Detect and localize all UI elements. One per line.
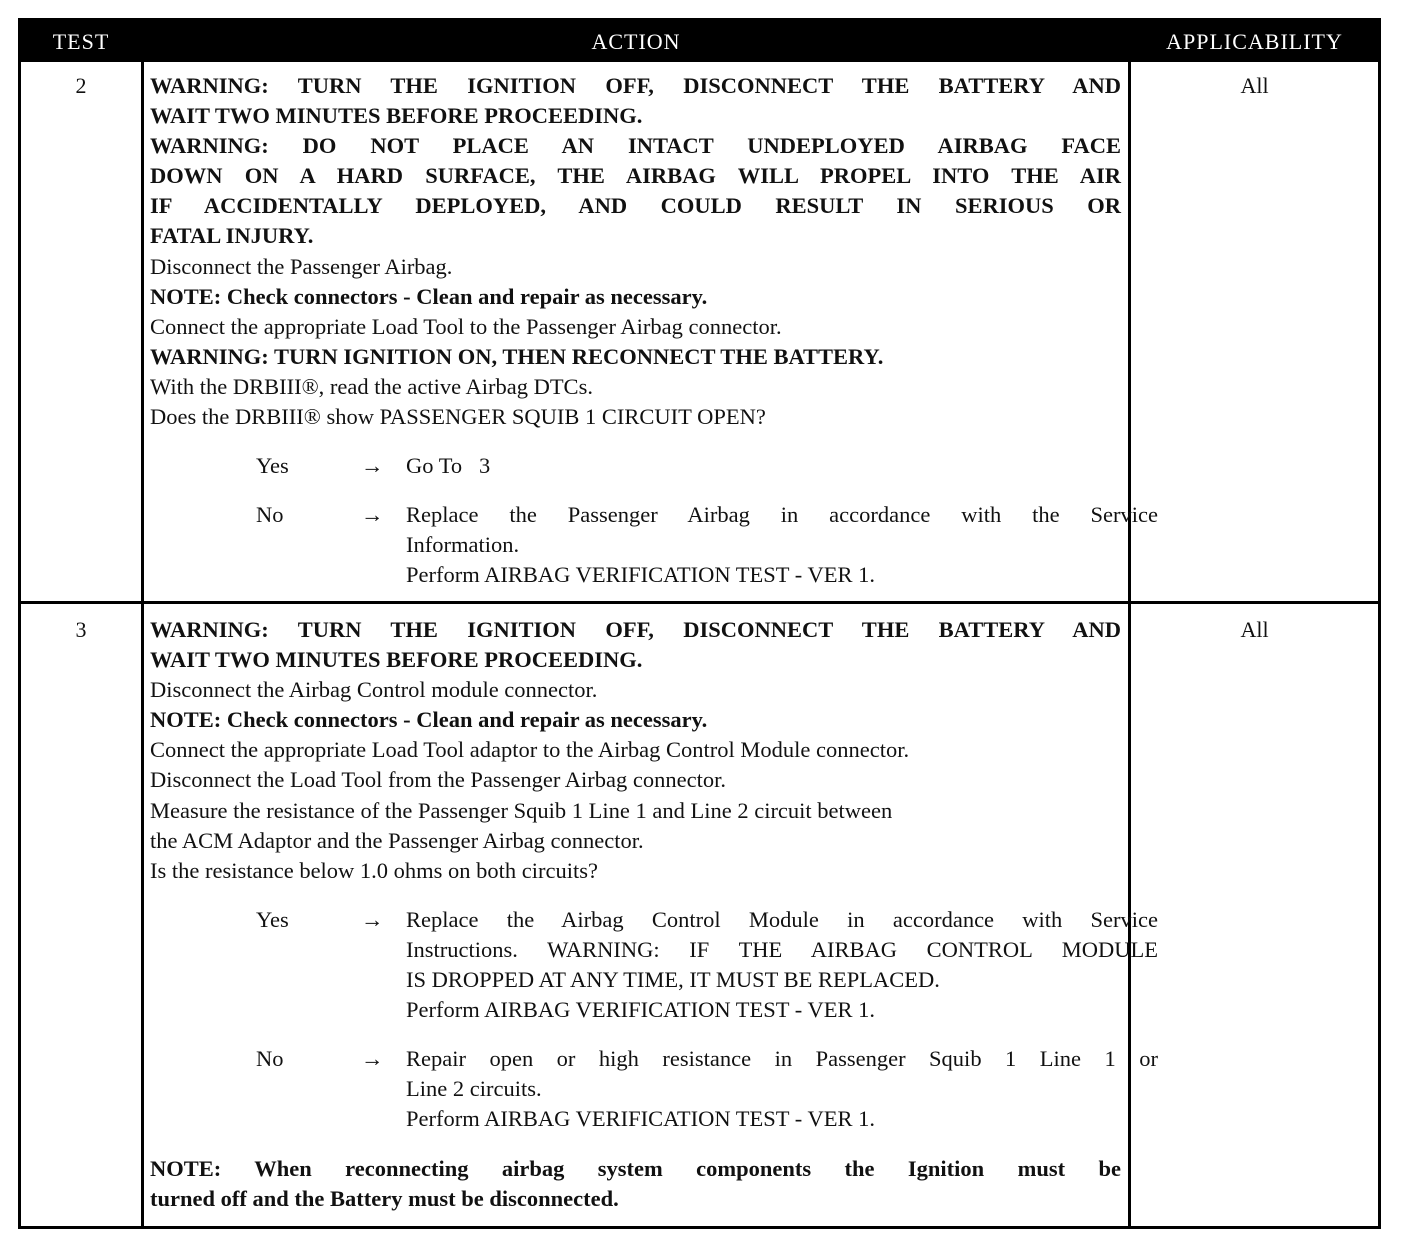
test-number: 3 (75, 617, 87, 642)
applicability-value: All (1240, 73, 1269, 98)
instruction-line: With the DRBIII®, read the active Airbag DTCs. (150, 373, 593, 399)
column-divider (141, 62, 144, 1226)
answer-text: Line 2 circuits. (406, 1076, 542, 1102)
instruction-line: Disconnect the Load Tool from the Passenger Airbag connector. (150, 767, 726, 793)
warning-line: WARNING: DO NOT PLACE AN INTACT UNDEPLOYED AIRBAG FACE (150, 133, 1121, 159)
answer-yes (150, 451, 1121, 481)
arrow-right-icon: → (361, 502, 384, 528)
answer-text: Instructions. WARNING: IF THE AIRBAG CONTROL MODULE (406, 936, 1158, 962)
warning-line: WARNING: TURN IGNITION ON, THEN RECONNECT THE BATTERY. (150, 343, 884, 369)
answer-text: Information. (406, 532, 520, 558)
diagnostic-table (18, 18, 1381, 1229)
note-line: turned off and the Battery must be disconnected. (150, 1185, 619, 1211)
header-action: ACTION (591, 29, 681, 54)
header-test: TEST (52, 29, 110, 54)
answer-text: Perform AIRBAG VERIFICATION TEST - VER 1. (406, 1106, 875, 1132)
row-divider (21, 601, 1378, 604)
answer-text: Replace the Passenger Airbag in accordance with the Service (406, 502, 1158, 528)
instruction-line: Disconnect the Airbag Control module connector. (150, 677, 598, 703)
header-applicability: APPLICABILITY (1166, 29, 1343, 54)
note-line: NOTE: Check connectors - Clean and repair as necessary. (150, 283, 708, 309)
warning-line: WARNING: TURN THE IGNITION OFF, DISCONNECT THE BATTERY AND (150, 617, 1121, 642)
arrow-right-icon: → (361, 453, 384, 479)
answer-text: Repair open or high resistance in Passenger Squib 1 Line 1 or (406, 1046, 1158, 1072)
instruction-line: Measure the resistance of the Passenger Squib 1 Line 1 and Line 2 circuit between (150, 797, 893, 823)
answer-text: Replace the Airbag Control Module in accordance with Service (406, 906, 1158, 932)
arrow-right-icon: → (361, 1046, 384, 1072)
warning-line: WAIT TWO MINUTES BEFORE PROCEEDING. (150, 647, 643, 673)
table-header (21, 21, 1378, 62)
instruction-line: the ACM Adaptor and the Passenger Airbag connector. (150, 827, 644, 853)
instruction-line: Disconnect the Passenger Airbag. (150, 253, 453, 279)
warning-line: WAIT TWO MINUTES BEFORE PROCEEDING. (150, 103, 643, 129)
answer-text: IS DROPPED AT ANY TIME, IT MUST BE REPLACED. (406, 967, 940, 993)
instruction-line: Connect the appropriate Load Tool adaptor to the Airbag Control Module connector. (150, 737, 910, 763)
answer-label: No (256, 502, 284, 528)
note-line: NOTE: Check connectors - Clean and repair as necessary. (150, 707, 708, 733)
answer-text: Perform AIRBAG VERIFICATION TEST - VER 1. (406, 562, 875, 588)
warning-line: DOWN ON A HARD SURFACE, THE AIRBAG WILL PROPEL INTO THE AIR (150, 163, 1121, 189)
warning-line: WARNING: TURN THE IGNITION OFF, DISCONNECT THE BATTERY AND (150, 73, 1121, 98)
answer-text: Perform AIRBAG VERIFICATION TEST - VER 1. (406, 997, 875, 1023)
answer-label: Yes (256, 453, 289, 479)
answer-no (150, 1044, 1158, 1134)
test-number: 2 (75, 73, 87, 98)
answer-label: Yes (256, 906, 289, 932)
note-line: NOTE: When reconnecting airbag system components the Ignition must be (150, 1155, 1121, 1181)
answer-no (150, 500, 1158, 590)
warning-line: FATAL INJURY. (150, 223, 314, 249)
instruction-line: Connect the appropriate Load Tool to the Passenger Airbag connector. (150, 313, 782, 339)
warning-line: IF ACCIDENTALLY DEPLOYED, AND COULD RESULT IN SERIOUS OR (150, 193, 1121, 219)
action-cell (150, 615, 1158, 1214)
arrow-right-icon: → (361, 906, 384, 932)
applicability-value: All (1240, 617, 1269, 642)
action-cell (150, 71, 1158, 591)
question-line: Is the resistance below 1.0 ohms on both circuits? (150, 857, 599, 883)
answer-label: No (256, 1046, 284, 1072)
answer-yes (150, 905, 1158, 1025)
question-line: Does the DRBIII® show PASSENGER SQUIB 1 CIRCUIT OPEN? (150, 404, 766, 430)
answer-text: Go To 3 (406, 453, 491, 479)
